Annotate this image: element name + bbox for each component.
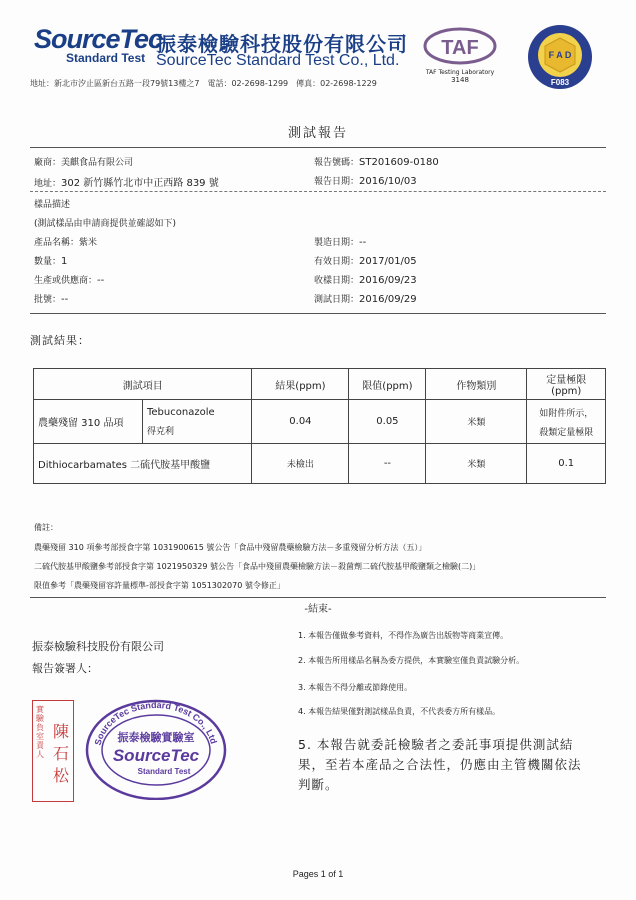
quantity-label: 數量： [34, 257, 62, 267]
note-line-2: 二硫代胺基甲酸鹽參考部授食字第 1021950329 號公告「食品中殘留農藥檢驗方法－殺菌劑二硫代胺基甲酸鹽類之檢驗(二)」 [34, 562, 481, 571]
report-no-row [314, 155, 439, 168]
svg-text:SourceTec Standard Test Co., L: SourceTec Standard Test Co., Ltd [92, 699, 219, 747]
signer-label: 報告簽署人： [32, 662, 98, 675]
row2-result: 未檢出 [252, 444, 349, 484]
svg-text:振泰檢驗實驗室: 振泰檢驗實驗室 [117, 731, 195, 744]
batch-label: 批號： [34, 295, 62, 305]
quantity-value: 1 [61, 256, 68, 267]
exp-date-label: 有效日期： [314, 257, 360, 267]
disclaimer-1: 1. 本報告僅做參考資料，不得作為廣告出版物等商業宣傳。 [298, 631, 509, 640]
address-row [34, 174, 219, 189]
vendor-value: 美麒食品有限公司 [61, 158, 134, 168]
logo-main-text: SourceTec [34, 24, 163, 54]
disclaimer-4: 4. 本報告結果僅對測試樣品負責，不代表委方所有樣品。 [298, 707, 501, 716]
taf-number: 3148 [451, 76, 469, 84]
signer-name-stamp [32, 700, 74, 802]
table-row [34, 400, 606, 444]
sample-note: (測試樣品由申請商提供並確認如下) [34, 219, 177, 229]
row2-loq: 0.1 [527, 444, 606, 484]
vendor-label: 廠商： [34, 158, 62, 168]
report-date-value: 2016/10/03 [359, 176, 417, 187]
row1-result: 0.04 [252, 400, 349, 444]
disclaimer-5: 5. 本報告就委託檢驗者之委託事項提供測試結果，至若本產品之合法性，仍應由主管機關依法判斷。 [298, 737, 582, 792]
note-line-3: 限值參考「農藥殘留容許量標準-部授食字第 1051302070 號令修正」 [34, 581, 285, 590]
producer-value: -- [97, 275, 105, 286]
stamp-signer-name: 陳石松 [53, 722, 70, 785]
row1-loq-line1: 如附件所示， [539, 408, 594, 419]
note-line-1: 農藥殘留 310 項參考部授食字第 1031900615 號公告「食品中殘留農藥檢驗方法－多重殘留分析方法（五）」 [34, 543, 427, 552]
quantity-row [34, 254, 67, 267]
fda-seal [527, 24, 593, 90]
producer-row [34, 273, 104, 286]
row2-crop: 米類 [426, 444, 527, 484]
report-title: 測試報告 [287, 126, 348, 141]
product-name-value: 紫米 [79, 238, 98, 248]
results-section-title: 測試結果： [30, 334, 90, 347]
table-header-row [34, 369, 606, 400]
row2-limit: -- [349, 444, 426, 484]
signature-company: 振泰檢驗科技股份有限公司 [32, 640, 164, 653]
row1-limit: 0.05 [349, 400, 426, 444]
receive-date-row [314, 273, 417, 286]
batch-value: -- [61, 294, 69, 305]
header-limit: 限值(ppm) [349, 369, 426, 400]
header-result: 結果(ppm) [252, 369, 349, 400]
results-table [33, 368, 606, 484]
address-value: 302 新竹縣竹北市中正西路 839 號 [61, 178, 219, 189]
logo-sub-text: Standard Test [66, 51, 146, 65]
mfg-date-value: -- [359, 237, 367, 248]
receive-date-label: 收樣日期： [314, 276, 360, 286]
header-test-item: 測試項目 [34, 369, 252, 400]
sample-section-title: 樣品描述 [34, 200, 71, 210]
taf-icon [420, 26, 500, 66]
mfg-date-row [314, 235, 366, 248]
batch-row [34, 292, 68, 305]
notes-title: 備註： [34, 523, 58, 532]
svg-text:SourceTec: SourceTec [112, 746, 200, 765]
receive-date-value: 2016/09/23 [359, 275, 417, 286]
company-name-en: SourceTec Standard Test Co., Ltd. [156, 52, 400, 69]
taf-caption: TAF Testing Laboratory [425, 69, 495, 76]
test-date-row [314, 292, 417, 305]
lab-seal [84, 696, 228, 800]
exp-date-value: 2017/01/05 [359, 256, 417, 267]
row1-item-en: Tebuconazole [147, 406, 215, 418]
row1-loq-line2: 殺類定量極限 [539, 427, 594, 438]
exp-date-row [314, 254, 417, 267]
row2-item: Dithiocarbamates 二硫代胺基甲酸鹽 [34, 444, 252, 484]
header-loq: 定量極限(ppm) [527, 369, 606, 400]
lab-seal-icon [84, 696, 228, 800]
disclaimer-2: 2. 本報告所用樣品名稱為委方提供，本實驗室僅負責試驗分析。 [298, 656, 525, 665]
report-no-label: 報告號碼： [314, 158, 360, 168]
producer-label: 生產或供應商： [34, 276, 98, 286]
svg-text:Standard Test: Standard Test [137, 767, 191, 776]
company-address: 地址：新北市汐止區新台五路一段79號13樓之7 電話：02-2698-1299 傳真：02-2698-1229 [30, 79, 377, 88]
row1-group: 農藥殘留 310 品項 [34, 400, 143, 444]
taf-logo [420, 26, 500, 88]
fda-seal-icon [527, 24, 593, 90]
disclaimer-3: 3. 本報告不得分離或節錄使用。 [298, 683, 413, 692]
row1-loq [527, 400, 606, 444]
address-label: 地址： [34, 179, 62, 189]
product-name-row [34, 235, 97, 248]
vendor-row [34, 155, 133, 168]
row1-item [143, 400, 252, 444]
stamp-lab-column: 實 驗 負 室 責 人 [36, 705, 44, 759]
test-date-label: 測試日期： [314, 295, 360, 305]
svg-text:F083: F083 [550, 78, 570, 87]
company-name-cn: 振泰檢驗科技股份有限公司 [156, 32, 408, 56]
table-row [34, 444, 606, 484]
report-date-label: 報告日期： [314, 177, 360, 187]
report-no-value: ST201609-0180 [359, 157, 439, 168]
row1-item-cn: 得克利 [147, 426, 175, 437]
test-date-value: 2016/09/29 [359, 294, 417, 305]
end-mark: -結束- [304, 604, 332, 615]
svg-text:F A D: F A D [548, 50, 572, 60]
report-date-row [314, 174, 417, 187]
mfg-date-label: 製造日期： [314, 238, 360, 248]
row1-crop: 米類 [426, 400, 527, 444]
product-name-label: 產品名稱： [34, 238, 80, 248]
page-footer: Pages 1 of 1 [292, 869, 344, 879]
header-crop: 作物類別 [426, 369, 527, 400]
svg-text:TAF: TAF [441, 37, 479, 59]
company-logo [30, 22, 163, 70]
